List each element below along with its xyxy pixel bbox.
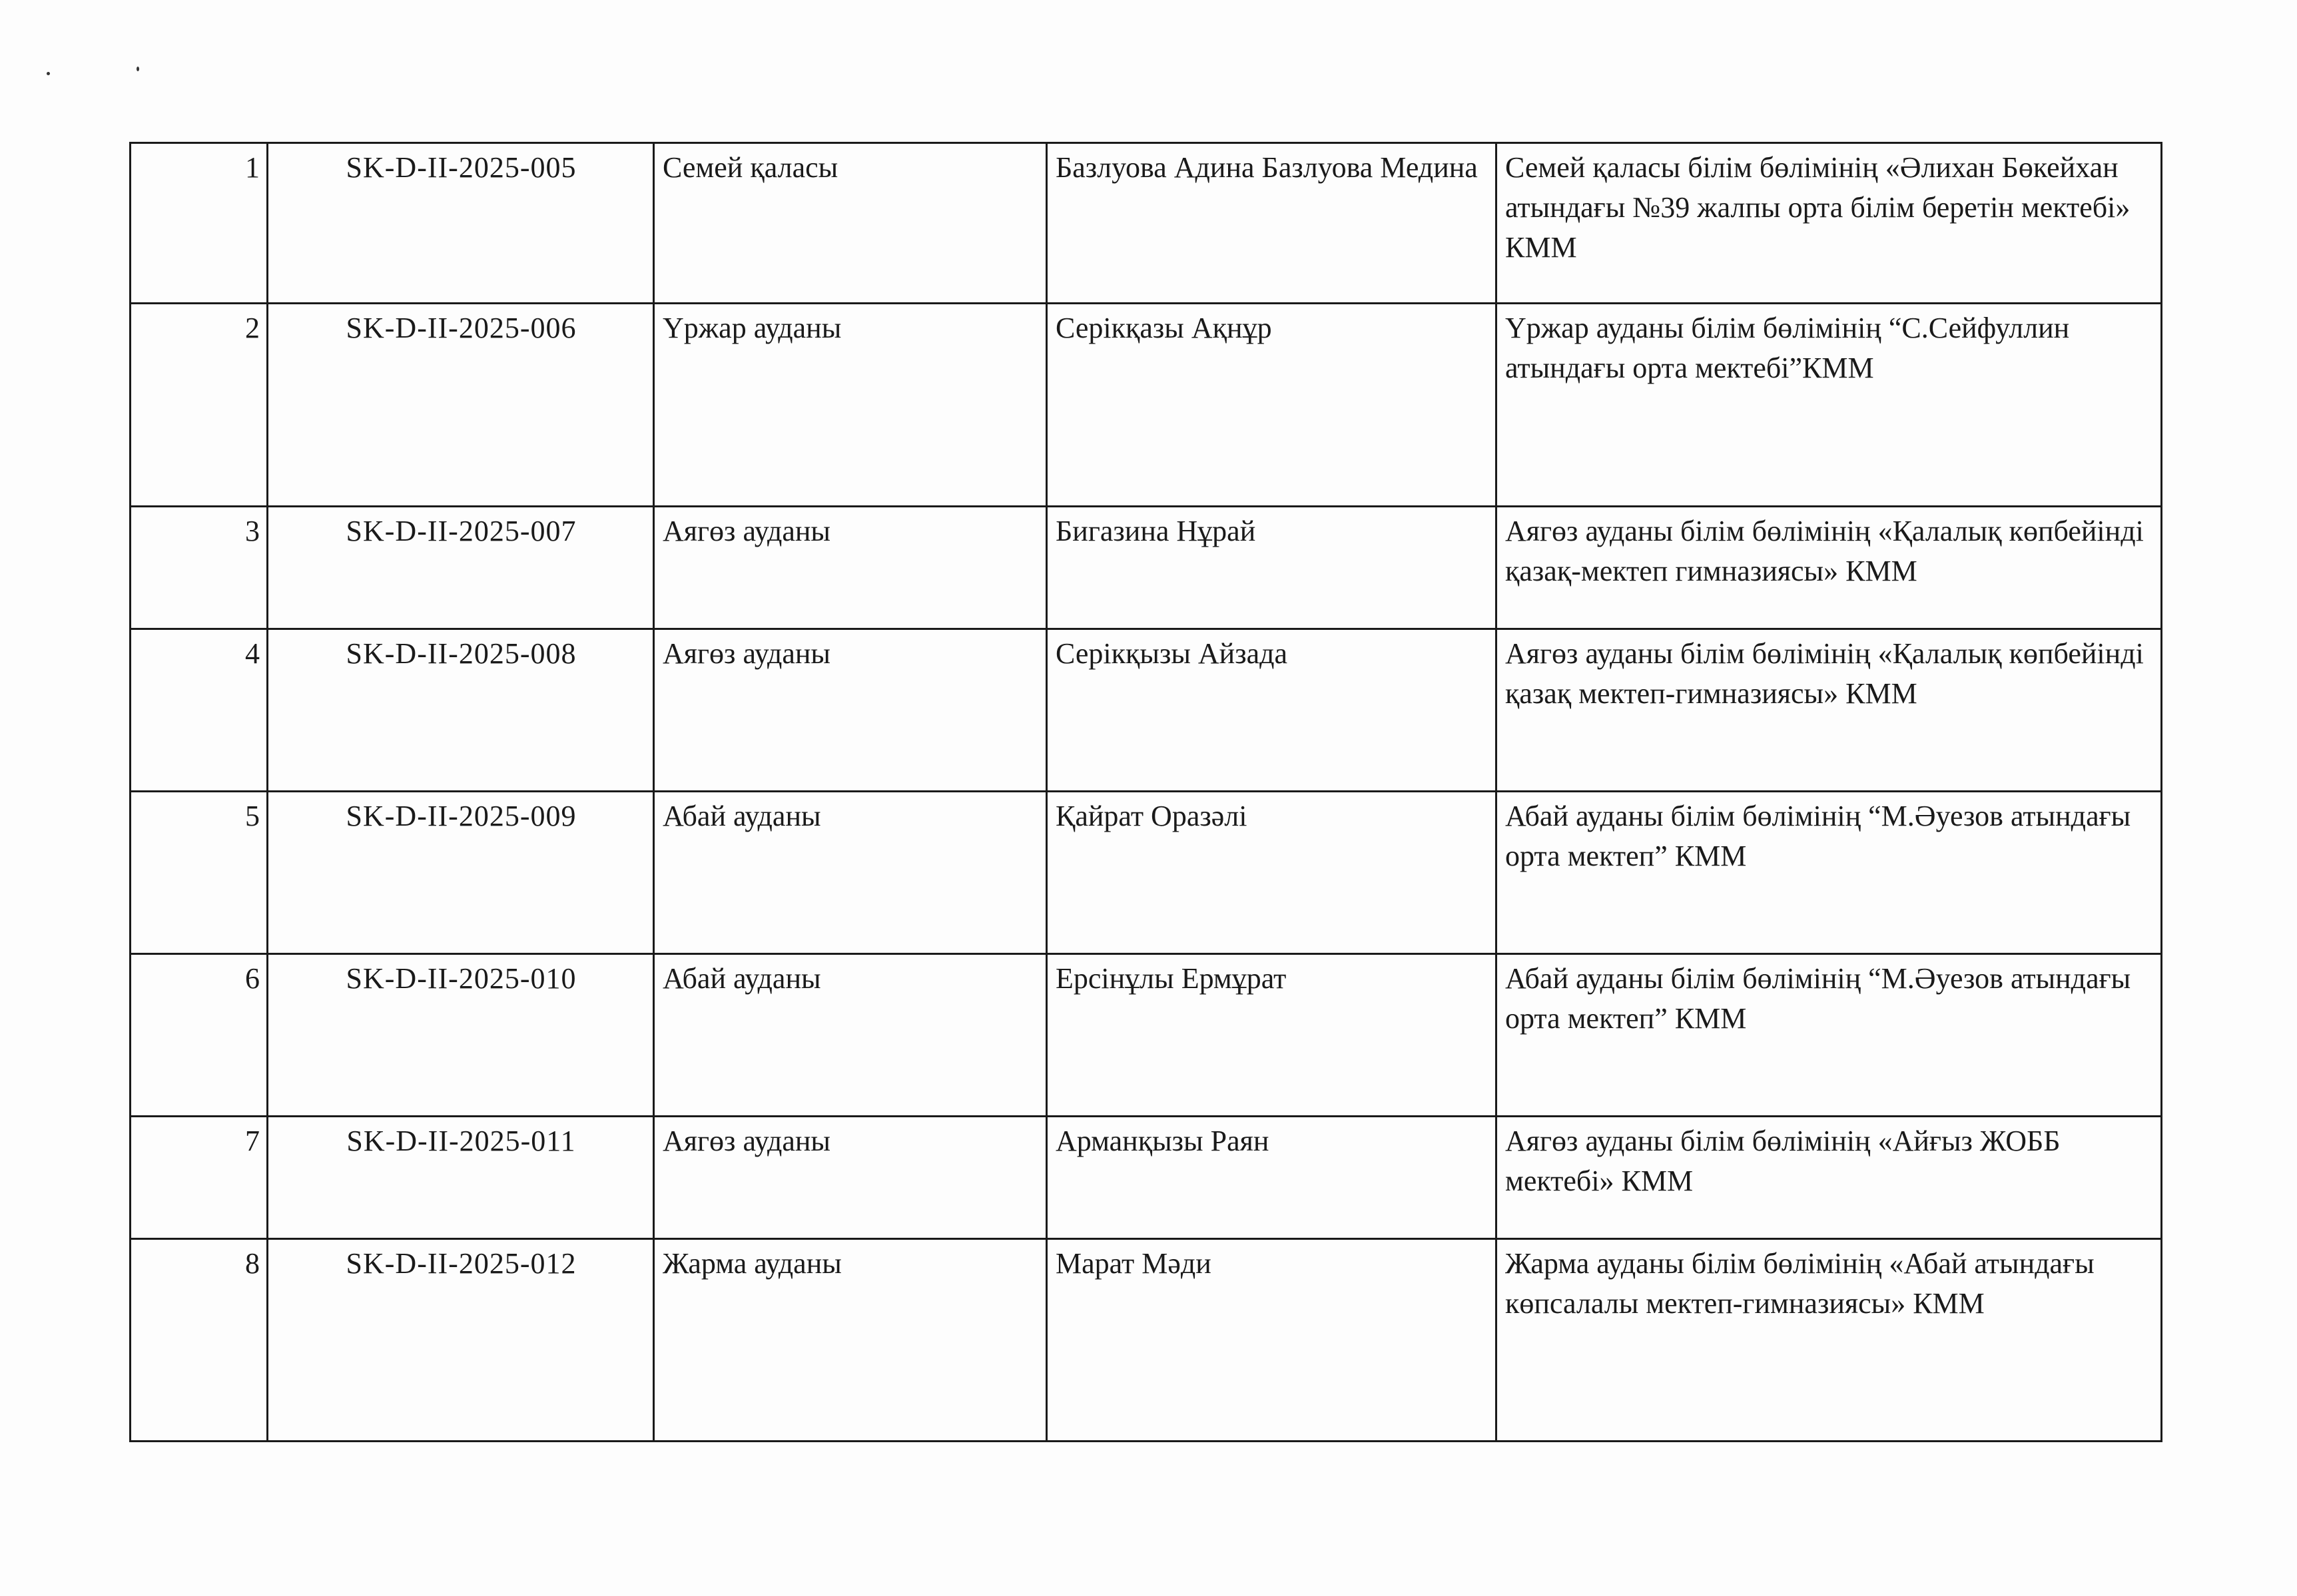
- table-row: [131, 1239, 2162, 1442]
- table-row: [131, 792, 2162, 954]
- student-name-cell: Ерсінұлы Ермұрат: [1047, 954, 1496, 1117]
- registry-table: [129, 142, 2162, 1442]
- table-row: [131, 629, 2162, 792]
- table-row: [131, 143, 2162, 304]
- region-cell: Жарма ауданы: [654, 1239, 1047, 1442]
- region-cell: Абай ауданы: [654, 954, 1047, 1117]
- region-cell: Аягөз ауданы: [654, 1117, 1047, 1239]
- student-name-cell: Арманқызы Раян: [1047, 1117, 1496, 1239]
- scan-speck: [47, 72, 50, 75]
- school-cell: Аягөз ауданы білім бөлімінің «Қалалық көпбейінді қазақ-мектеп гимназиясы» КММ: [1496, 507, 2162, 629]
- registration-code-cell: SK-D-II-2025-011: [268, 1117, 654, 1239]
- student-name-cell: Серікқазы Ақнұр: [1047, 304, 1496, 507]
- table-row: [131, 954, 2162, 1117]
- region-cell: Үржар ауданы: [654, 304, 1047, 507]
- region-cell: Семей қаласы: [654, 143, 1047, 304]
- registration-code-cell: SK-D-II-2025-007: [268, 507, 654, 629]
- table-row: [131, 304, 2162, 507]
- school-cell: Абай ауданы білім бөлімінің “М.Әуезов атындағы орта мектеп” КММ: [1496, 954, 2162, 1117]
- registration-code-cell: SK-D-II-2025-006: [268, 304, 654, 507]
- school-cell: Үржар ауданы білім бөлімінің “С.Сейфуллин атындағы орта мектебі”КММ: [1496, 304, 2162, 507]
- student-name-cell: Серікқызы Айзада: [1047, 629, 1496, 792]
- student-name-cell: Қайрат Оразәлі: [1047, 792, 1496, 954]
- registration-code-cell: SK-D-II-2025-008: [268, 629, 654, 792]
- school-cell: Семей қаласы білім бөлімінің «Әлихан Бөкейхан атындағы №39 жалпы орта білім беретін мектебі» КММ: [1496, 143, 2162, 304]
- student-name-cell: Марат Мәди: [1047, 1239, 1496, 1442]
- scan-speck: [137, 67, 139, 71]
- registration-code-cell: SK-D-II-2025-009: [268, 792, 654, 954]
- region-cell: Абай ауданы: [654, 792, 1047, 954]
- registration-code-cell: SK-D-II-2025-012: [268, 1239, 654, 1442]
- region-cell: Аягөз ауданы: [654, 629, 1047, 792]
- row-number-cell: 6: [131, 954, 268, 1117]
- student-name-cell: Бигазина Нұрай: [1047, 507, 1496, 629]
- row-number-cell: 4: [131, 629, 268, 792]
- region-cell: Аягөз ауданы: [654, 507, 1047, 629]
- row-number-cell: 8: [131, 1239, 268, 1442]
- table-row: [131, 507, 2162, 629]
- school-cell: Жарма ауданы білім бөлімінің «Абай атындағы көпсалалы мектеп-гимназиясы» КММ: [1496, 1239, 2162, 1442]
- row-number-cell: 1: [131, 143, 268, 304]
- row-number-cell: 5: [131, 792, 268, 954]
- registration-code-cell: SK-D-II-2025-010: [268, 954, 654, 1117]
- table-row: [131, 1117, 2162, 1239]
- school-cell: Аягөз ауданы білім бөлімінің «Қалалық көпбейінді қазақ мектеп-гимназиясы» КММ: [1496, 629, 2162, 792]
- student-name-cell: Базлуова Адина Базлуова Медина: [1047, 143, 1496, 304]
- school-cell: Аягөз ауданы білім бөлімінің «Айғыз ЖОББ мектебі» КММ: [1496, 1117, 2162, 1239]
- school-cell: Абай ауданы білім бөлімінің “М.Әуезов атындағы орта мектеп” КММ: [1496, 792, 2162, 954]
- row-number-cell: 3: [131, 507, 268, 629]
- row-number-cell: 2: [131, 304, 268, 507]
- registration-code-cell: SK-D-II-2025-005: [268, 143, 654, 304]
- row-number-cell: 7: [131, 1117, 268, 1239]
